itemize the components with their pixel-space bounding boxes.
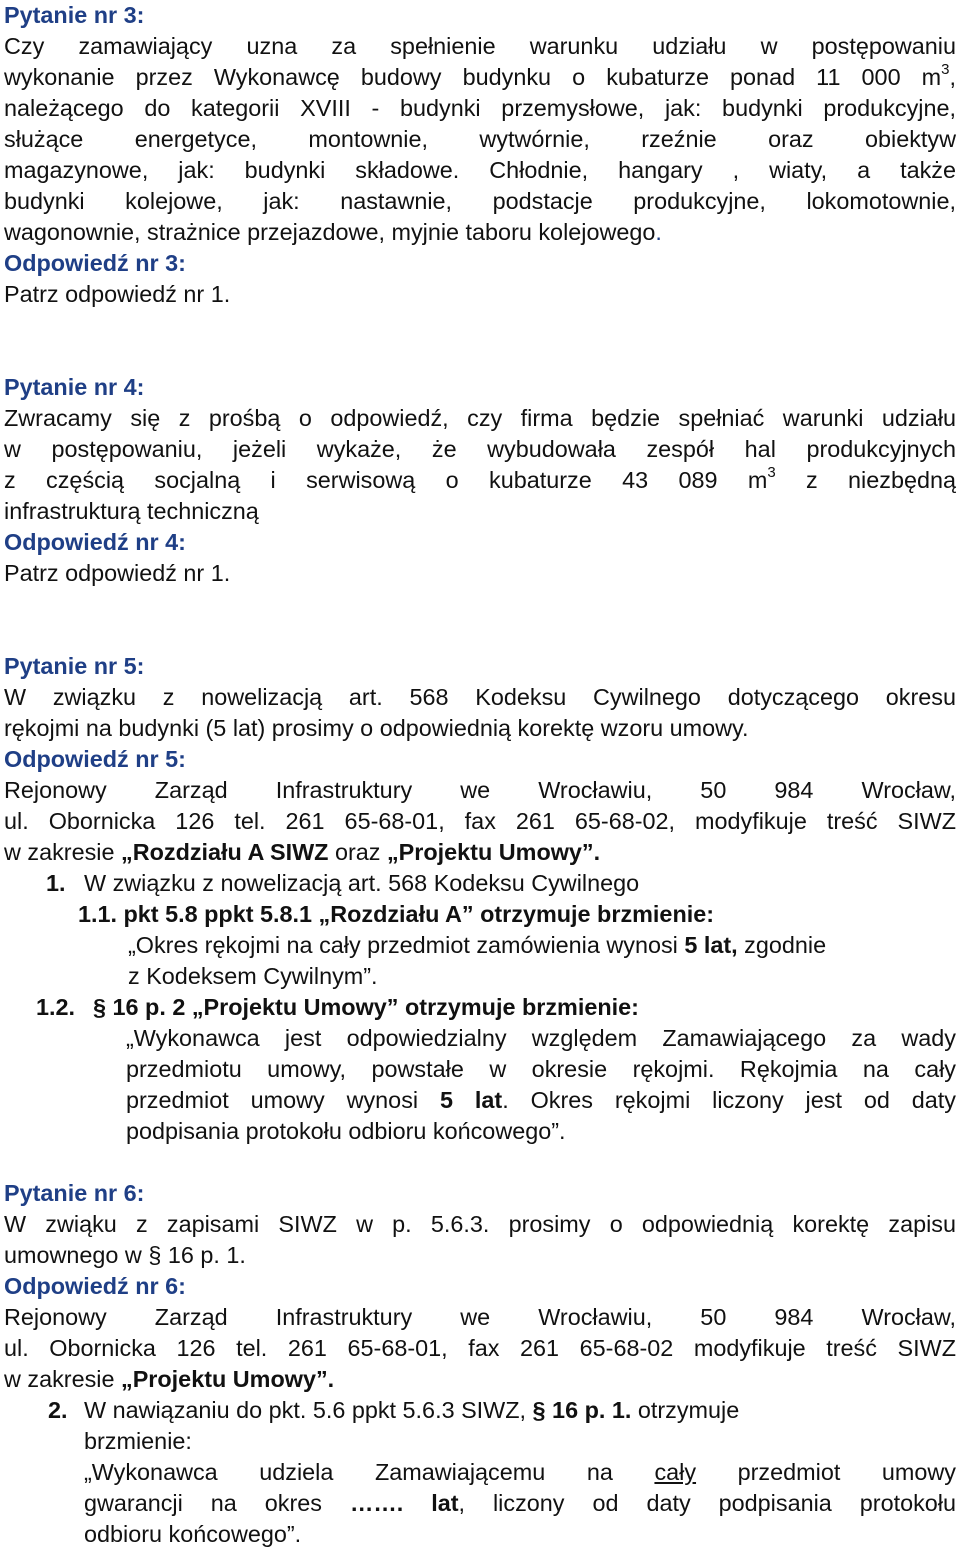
answer-6-line: Rejonowy Zarząd Infrastruktury we Wrocławiu, 50 984 Wrocław,: [4, 1304, 956, 1330]
question-3-line: Czy zamawiający uzna za spełnienie warunku udziału w postępowaniu: [4, 33, 956, 59]
answer-6-heading: Odpowiedź nr 6:: [4, 1273, 186, 1299]
question-4-line: w postępowaniu, jeżeli wykaże, że wybudowała zespół hal produkcyjnych: [4, 436, 956, 462]
list-item-2-text: odbioru końcowego”.: [84, 1521, 302, 1547]
question-3-line: służące energetyce, montownie, wytwórnie, rzeźnie oraz obiektyw: [4, 126, 956, 152]
spacer: [4, 589, 956, 620]
list-item-1-2: 1.2. § 16 p. 2 „Projektu Umowy” otrzymuje brzmienie:: [36, 994, 639, 1020]
answer-3-text: Patrz odpowiedź nr 1.: [4, 281, 231, 307]
answer-4-heading: Odpowiedź nr 4:: [4, 529, 186, 555]
question-3-line: wykonanie przez Wykonawcę budowy budynku o kubaturze ponad 11 000 $m^3$,: [4, 61, 956, 90]
question-3-line: budynki kolejowe, jak: nastawnie, podstacje produkcyjne, lokomotownie,: [4, 188, 956, 214]
question-5-heading: Pytanie nr 5:: [4, 653, 145, 679]
list-item-1: 1. W związku z nowelizacją art. 568 Kodeksu Cywilnego: [46, 870, 640, 896]
answer-5-heading: Odpowiedź nr 5:: [4, 746, 186, 772]
spacer: [4, 310, 956, 341]
question-6-heading: Pytanie nr 6:: [4, 1180, 145, 1206]
question-3-line: należącego do kategorii XVIII - budynki przemysłowe, jak: budynki produkcyjne,: [4, 95, 956, 121]
question-4-line: infrastrukturą techniczną: [4, 498, 259, 524]
list-item-2-text: „Wykonawca udziela Zamawiającemu na cały przedmiot umowy: [84, 1459, 956, 1485]
list-item-1-2-text: przedmiot umowy wynosi 5 lat. Okres rękojmi liczony jest od daty: [126, 1087, 956, 1113]
answer-6-line: w zakresie „Projektu Umowy”.: [4, 1366, 335, 1392]
answer-3-heading: Odpowiedź nr 3:: [4, 250, 186, 276]
question-5-line: rękojmi na budynki (5 lat) prosimy o odpowiednią korektę wzoru umowy.: [4, 715, 749, 741]
list-item-2-text: brzmienie:: [84, 1428, 192, 1454]
spacer: [4, 1147, 956, 1178]
question-4-line: Zwracamy się z prośbą o odpowiedź, czy firma będzie spełniać warunki udziału: [4, 405, 956, 431]
question-5-line: W związku z nowelizacją art. 568 Kodeksu Cywilnego dotyczącego okresu: [4, 684, 956, 710]
answer-4-text: Patrz odpowiedź nr 1.: [4, 560, 231, 586]
list-item-1-2-text: „Wykonawca jest odpowiedzialny względem Zamawiającego za wady: [126, 1025, 956, 1051]
list-item-1-2-text: podpisania protokołu odbioru końcowego”.: [126, 1118, 566, 1144]
question-4-line: z częścią socjalną i serwisową o kubaturze 43 089 $m^3$ z niezbędną: [4, 464, 957, 493]
answer-5-line: ul. Obornicka 126 tel. 261 65-68-01, fax 261 65-68-02, modyfikuje treść SIWZ: [4, 808, 956, 834]
question-3-line: magazynowe, jak: budynki składowe. Chłodnie, hangary , wiaty, a także: [4, 157, 956, 183]
list-item-2: 2. W nawiązaniu do pkt. 5.6 ppkt 5.6.3 SIWZ, § 16 p. 1. otrzymuje: [48, 1397, 740, 1423]
question-3-line: wagonownie, strażnice przejazdowe, myjnie taboru kolejowego.: [4, 219, 662, 245]
answer-5-line: Rejonowy Zarząd Infrastruktury we Wrocławiu, 50 984 Wrocław,: [4, 777, 956, 803]
list-item-1-1-text: „Okres rękojmi na cały przedmiot zamówienia wynosi 5 lat, zgodnie: [128, 932, 827, 958]
question-6-line: W zwiąku z zapisami SIWZ w p. 5.6.3. prosimy o odpowiednią korektę zapisu: [4, 1211, 956, 1237]
spacer: [4, 620, 956, 651]
answer-6-line: ul. Obornicka 126 tel. 261 65-68-01, fax 261 65-68-02 modyfikuje treść SIWZ: [4, 1335, 956, 1361]
list-item-1-2-text: przedmiotu umowy, powstałe w okresie rękojmi. Rękojmia na cały: [126, 1056, 956, 1082]
list-item-2-text: gwarancji na okres ……. lat, liczony od daty podpisania protokołu: [84, 1490, 956, 1516]
list-item-1-1: 1.1. pkt 5.8 ppkt 5.8.1 „Rozdziału A” otrzymuje brzmienie:: [78, 901, 715, 927]
question-3-heading: Pytanie nr 3:: [4, 2, 145, 28]
spacer: [4, 341, 956, 372]
list-item-1-1-text: z Kodeksem Cywilnym”.: [128, 963, 378, 989]
question-4-heading: Pytanie nr 4:: [4, 374, 145, 400]
answer-5-line: w zakresie „Rozdziału A SIWZ oraz „Projektu Umowy”.: [4, 839, 601, 865]
question-6-line: umownego w § 16 p. 1.: [4, 1242, 246, 1268]
